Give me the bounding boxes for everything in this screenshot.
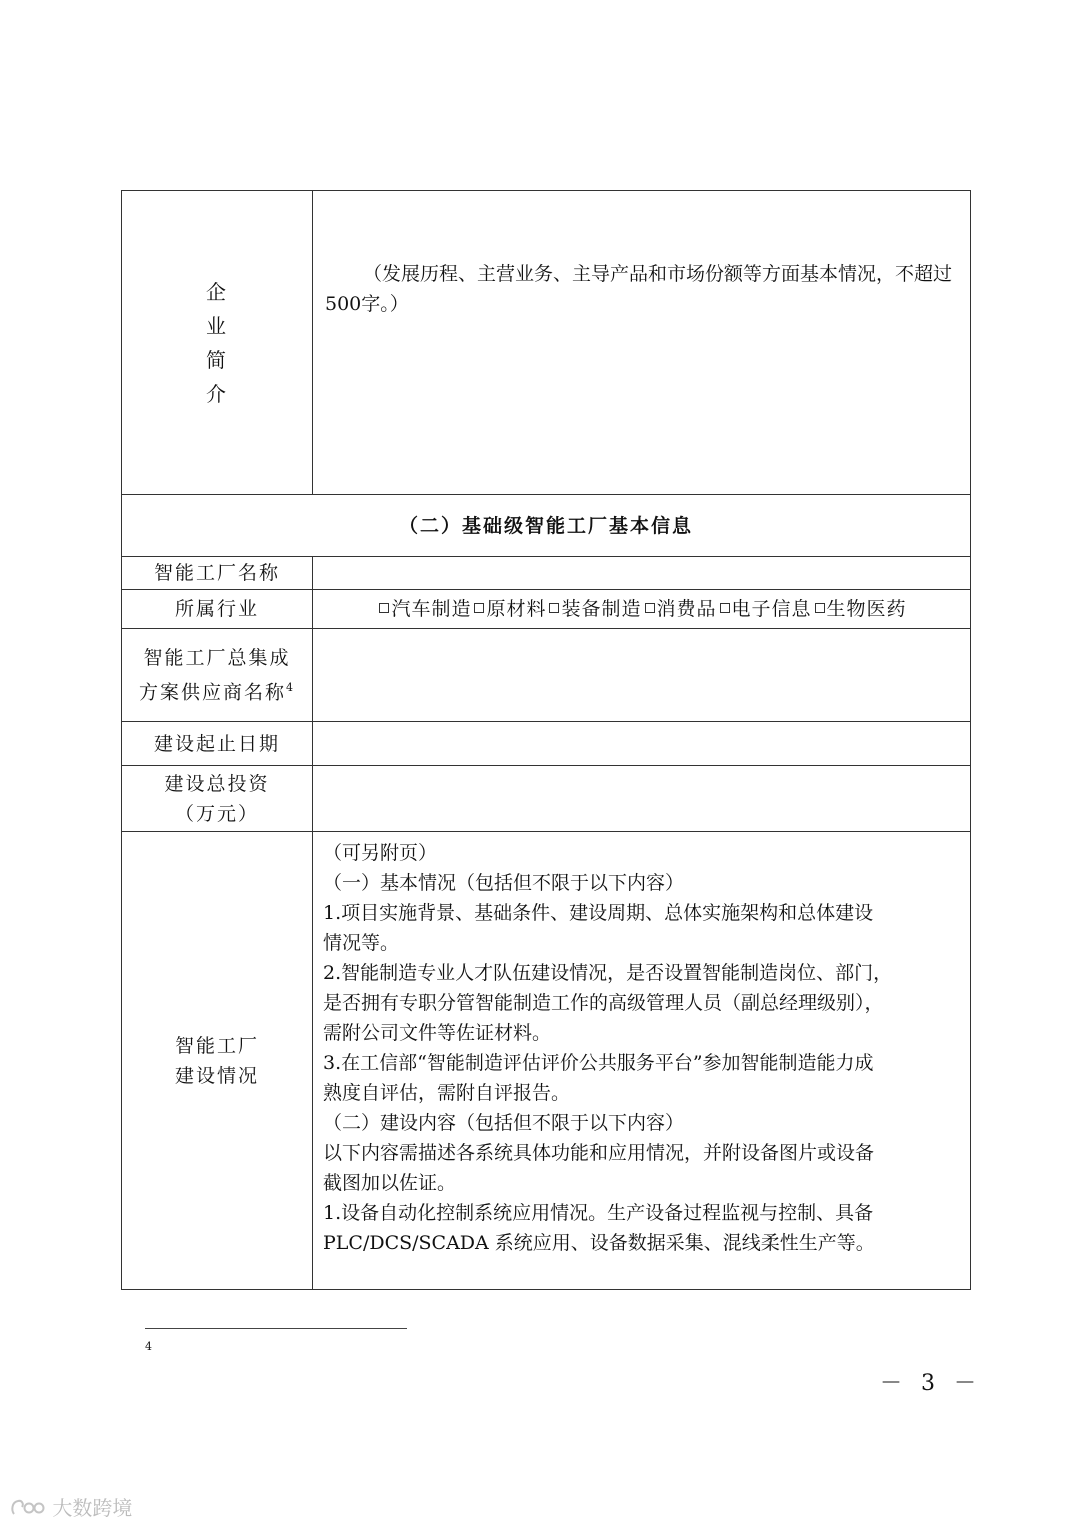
footnote-divider [145, 1328, 407, 1329]
checkbox[interactable] [379, 603, 389, 613]
factory-name-field[interactable] [313, 557, 971, 590]
industry-option: 生物医药 [826, 598, 907, 620]
industry-option: 装备制造 [561, 598, 642, 620]
industry-option: 电子信息 [731, 598, 812, 620]
application-form-table [121, 190, 971, 1290]
industry-options [313, 590, 971, 629]
dates-label: 建设起止日期 [122, 722, 313, 766]
company-intro-instructions: （发展历程、主营业务、主导产品和市场份额等方面基本情况，不超过500字。） [325, 263, 953, 315]
content-line: 1.项目实施背景、基础条件、建设周期、总体实施架构和总体建设 [323, 902, 874, 924]
investment-field[interactable] [313, 766, 971, 832]
checkbox[interactable] [549, 603, 559, 613]
page-number: － 3 － [880, 1371, 982, 1396]
dates-field[interactable] [313, 722, 971, 766]
content-line: 1.设备自动化控制系统应用情况。生产设备过程监视与控制、具备 [323, 1202, 874, 1224]
watermark [10, 1492, 132, 1521]
content-line: 2.智能制造专业人才队伍建设情况，是否设置智能制造岗位、部门， [323, 962, 893, 984]
section-title-row [122, 495, 971, 557]
investment-label [122, 766, 313, 832]
content-line: PLC/DCS/SCADA 系统应用、设备数据采集、混线柔性生产等。 [323, 1232, 875, 1254]
label-char: 介 [206, 381, 228, 406]
checkbox[interactable] [720, 603, 730, 613]
content-line: 熟度自评估，需附自评报告。 [323, 1082, 571, 1104]
integrator-field[interactable] [313, 629, 971, 722]
construction-content[interactable] [313, 832, 971, 1290]
content-line: 是否拥有专职分管智能制造工作的高级管理人员（副总经理级别）， [323, 992, 884, 1014]
content-line: 截图加以佐证。 [323, 1172, 457, 1194]
company-intro-row [122, 191, 971, 495]
watermark-text: 大数跨境 [52, 1496, 133, 1520]
checkbox[interactable] [474, 603, 484, 613]
integrator-row [122, 629, 971, 722]
content-line: 3.在工信部“智能制造评估评价公共服务平台”参加智能制造能力成 [323, 1052, 874, 1074]
company-intro-field[interactable] [313, 191, 971, 495]
integrator-label-line1: 智能工厂总集成 [143, 646, 291, 669]
watermark-logo-icon [10, 1498, 46, 1518]
integrator-label-line2: 方案供应商名称 [138, 681, 286, 704]
industry-label: 所属行业 [122, 590, 313, 629]
content-line: （一）基本情况（包括但不限于以下内容） [323, 872, 685, 894]
content-line: （二）建设内容（包括但不限于以下内容） [323, 1112, 685, 1134]
dates-row [122, 722, 971, 766]
content-line: （可另附页） [323, 842, 438, 864]
integrator-label [122, 629, 313, 722]
label-char: 业 [206, 313, 228, 338]
industry-row [122, 590, 971, 629]
investment-row [122, 766, 971, 832]
construction-label-line1: 智能工厂 [174, 1034, 259, 1057]
factory-name-row [122, 557, 971, 590]
checkbox[interactable] [815, 603, 825, 613]
factory-name-label: 智能工厂名称 [122, 557, 313, 590]
content-line: 以下内容需描述各系统具体功能和应用情况，并附设备图片或设备 [323, 1142, 875, 1164]
investment-label-line2: （万元） [174, 802, 259, 825]
content-line: 需附公司文件等佐证材料。 [323, 1022, 552, 1044]
label-char: 简 [206, 347, 228, 372]
content-line: 情况等。 [323, 932, 400, 954]
checkbox[interactable] [645, 603, 655, 613]
industry-option: 消费品 [656, 598, 717, 620]
construction-label [122, 832, 313, 1290]
company-intro-label [122, 191, 313, 495]
industry-option: 汽车制造 [391, 598, 472, 620]
footnote-number: 4 [145, 1340, 152, 1353]
investment-label-line1: 建设总投资 [164, 772, 270, 795]
construction-label-line2: 建设情况 [174, 1064, 259, 1087]
section-title: （二）基础级智能工厂基本信息 [122, 495, 971, 557]
industry-option: 原材料 [486, 598, 547, 620]
construction-row [122, 832, 971, 1290]
footnote-ref[interactable]: 4 [286, 680, 295, 694]
label-char: 企 [206, 279, 228, 304]
vertical-label [205, 275, 229, 411]
